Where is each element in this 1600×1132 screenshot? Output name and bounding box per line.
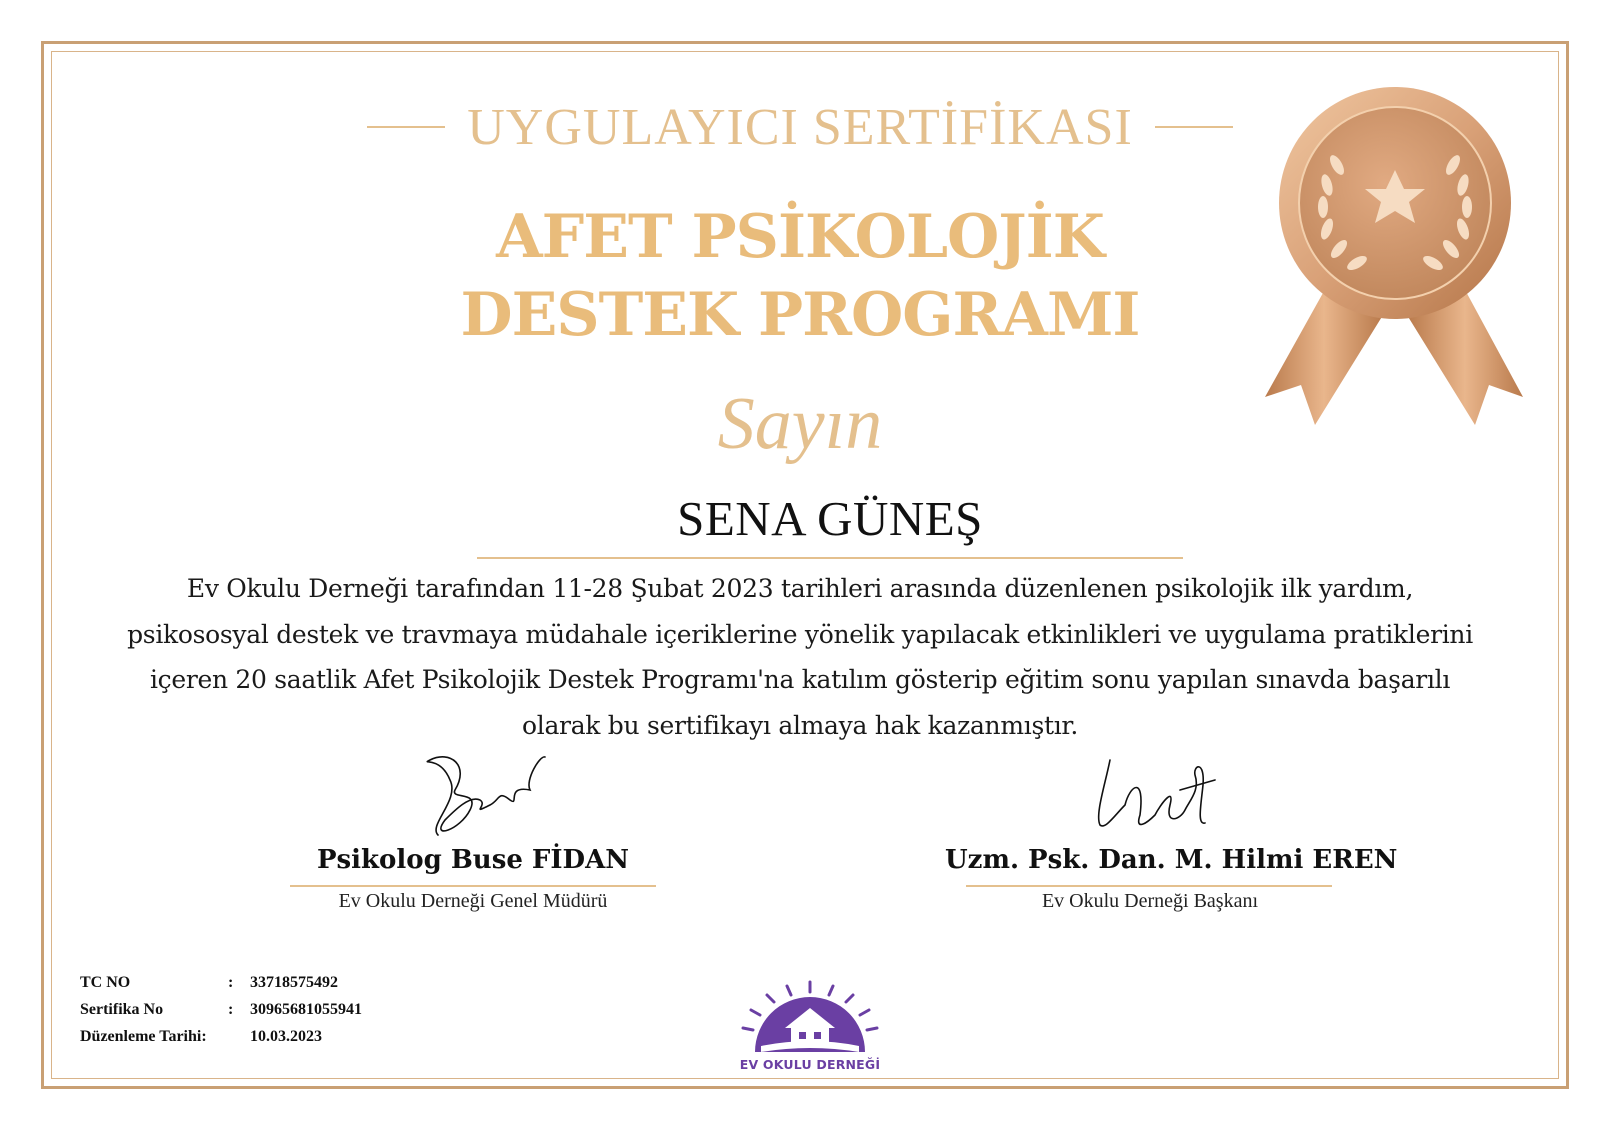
- salutation: Sayın: [717, 383, 883, 465]
- detail-value: 33718575492: [250, 974, 338, 991]
- detail-label: TC NO: [80, 974, 131, 991]
- detail-value: 30965681055941: [250, 1001, 362, 1018]
- detail-separator: :: [228, 1001, 234, 1018]
- subtitle-rule-left: [367, 126, 445, 128]
- certificate-body: Ev Okulu Derneği tarafından 11-28 Şubat 2023 tarihleri arasında düzenlenen psikolojik ilk yardım, psikososyal destek ve travmaya müdahale içeriklerine yönelik yapılacak etkinlikleri ve uygulama pratiklerini içeren 20 saatlik Afet Psikolojik Destek Programı'na katılım gösterip eğitim sonu yapılan sınavda başarılı olarak bu sertifikayı almaya hak kazanmıştır.: [127, 574, 1473, 740]
- certificate-title: [380, 198, 1220, 354]
- subtitle-rule-right: [1155, 126, 1233, 128]
- detail-label: Sertifika No: [80, 1001, 164, 1018]
- title-line-1: AFET PSİKOLOJİK: [496, 202, 1104, 272]
- detail-value: 10.03.2023: [250, 1028, 322, 1045]
- signer-1-name: Psikolog Buse FİDAN: [316, 845, 630, 875]
- recipient-underline: [477, 557, 1183, 559]
- signature-block-1: [290, 745, 656, 925]
- signer-2-role: Ev Okulu Derneği Başkanı: [1041, 890, 1259, 912]
- signature-block-2: [945, 745, 1398, 925]
- detail-row-tc: [80, 974, 362, 1001]
- signer-1-role: Ev Okulu Derneği Genel Müdürü: [338, 890, 608, 912]
- detail-row-certificate-no: [80, 1001, 362, 1028]
- certificate-subtitle: UYGULAYICI SERTİFİKASI: [467, 98, 1133, 156]
- signer-1-rule: [290, 885, 656, 887]
- recipient-name: SENA GÜNEŞ: [677, 491, 983, 546]
- signer-2-rule: [966, 885, 1332, 887]
- detail-separator: :: [228, 974, 234, 991]
- subtitle-row: [360, 92, 1240, 162]
- detail-row-issue-date: [80, 1028, 362, 1055]
- logo-text: EV OKULU DERNEĞİ: [739, 1057, 881, 1072]
- award-medal-icon: [1265, 85, 1525, 445]
- title-line-2: DESTEK PROGRAMI: [460, 280, 1140, 350]
- certificate-details: [80, 974, 362, 1055]
- signature-1-image: [410, 745, 570, 845]
- signature-2-image: [1085, 745, 1245, 845]
- detail-separator: [228, 1028, 250, 1055]
- detail-label: Düzenleme Tarihi:: [80, 1028, 207, 1045]
- signer-2-name: Uzm. Psk. Dan. M. Hilmi EREN: [945, 845, 1398, 875]
